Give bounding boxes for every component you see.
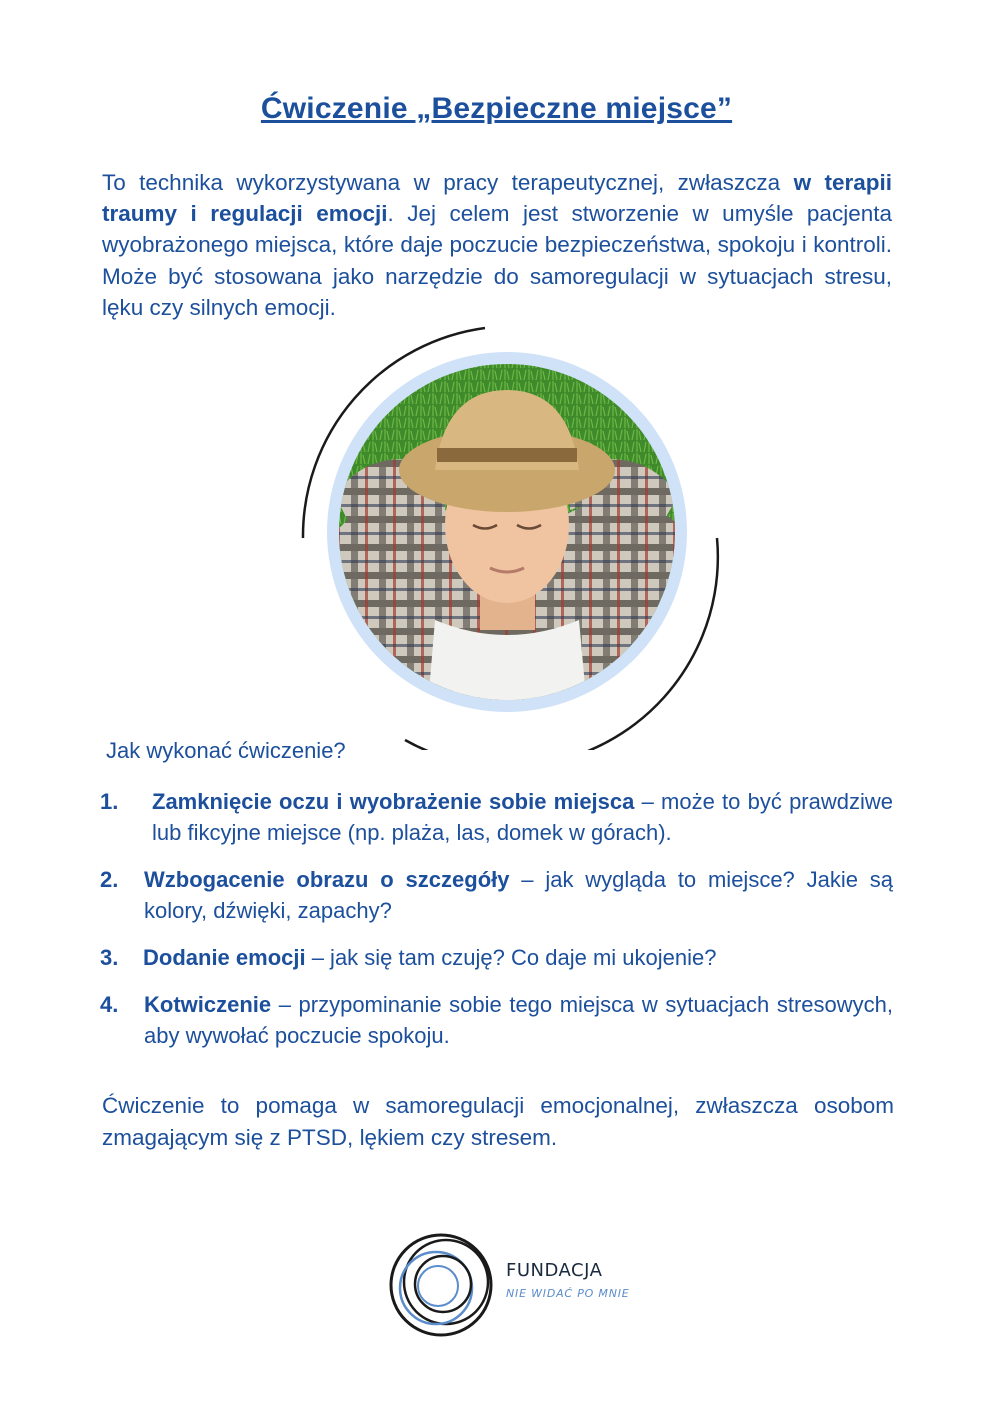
step-title: Dodanie emocji bbox=[143, 945, 306, 970]
list-item bbox=[100, 864, 893, 926]
step-text: – może to być prawdziwe lub fikcyjne miejsce (np. plaża, las, domek w górach). bbox=[152, 789, 893, 845]
photo-illustration bbox=[295, 320, 725, 750]
step-title: Wzbogacenie obrazu o szczegóły bbox=[144, 867, 510, 892]
step-text: – jak się tam czuję? Co daje mi ukojenie? bbox=[305, 945, 717, 970]
intro-paragraph bbox=[102, 167, 892, 323]
intro-text-1: To technika wykorzystywana w pracy terapeutycznej, zwłaszcza bbox=[102, 170, 794, 195]
step-text: – przypominanie sobie tego miejsca w sytuacjach stresowych, aby wywołać poczucie spokoju. bbox=[144, 992, 893, 1048]
how-to-heading: Jak wykonać ćwiczenie? bbox=[106, 738, 346, 763]
steps-list bbox=[100, 786, 893, 1067]
page-title: Ćwiczenie „Bezpieczne miejsce” bbox=[260, 92, 733, 125]
list-item bbox=[100, 786, 893, 848]
list-item bbox=[100, 942, 893, 973]
closing-paragraph: Ćwiczenie to pomaga w samoregulacji emocjonalnej, zwłaszcza osobom zmagającym się z PTSD, lękiem czy stresem. bbox=[102, 1093, 894, 1150]
step-number: 2. bbox=[100, 867, 119, 892]
step-number: 4. bbox=[100, 992, 119, 1017]
intro-text-2: . Jej celem jest stworzenie w umyśle pacjenta wyobrażonego miejsca, które daje poczucie bezpieczeństwa, spokoju i kontroli. Może być stosowana jako narzędzie do samoregulacji w sytuacjach stresu, lęku czy silnych emocji. bbox=[102, 201, 892, 320]
step-number: 1. bbox=[100, 789, 119, 814]
step-number: 3. bbox=[100, 945, 119, 970]
step-title: Kotwiczenie bbox=[144, 992, 272, 1017]
step-title: Zamknięcie oczu i wyobrażenie sobie miejsca bbox=[152, 789, 635, 814]
logo-circles-icon bbox=[386, 1230, 498, 1340]
logo-name: FUNDACJA bbox=[506, 1260, 603, 1281]
list-item bbox=[100, 989, 893, 1051]
intro-bold: w terapii traumy i regulacji emocji bbox=[102, 170, 892, 227]
foundation-logo bbox=[386, 1230, 646, 1340]
step-text: – jak wygląda to miejsce? Jakie są kolory, dźwięki, zapachy? bbox=[144, 867, 893, 923]
logo-tagline: NIE WIDAĆ PO MNIE bbox=[506, 1287, 630, 1300]
relaxing-person-photo bbox=[295, 320, 725, 750]
